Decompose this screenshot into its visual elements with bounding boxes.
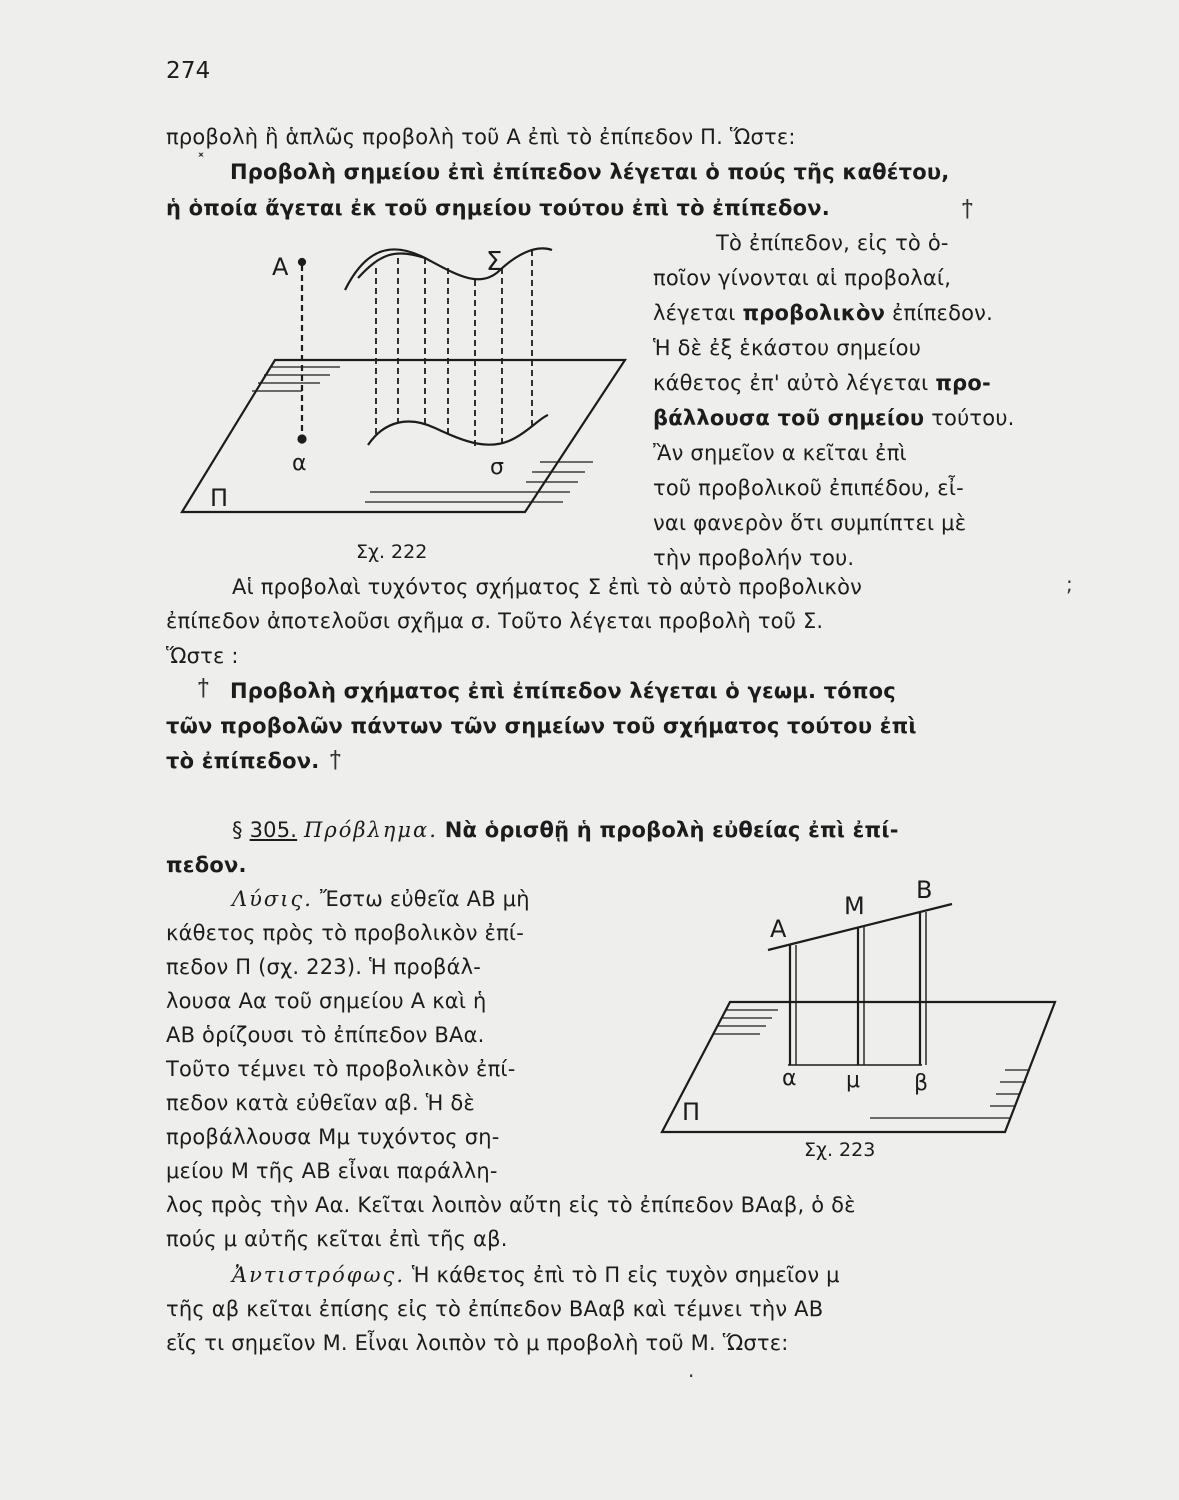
- definition-line: τῶν προβολῶν πάντων τῶν σημείων τοῦ σχήματος τούτου ἐπὶ: [166, 714, 917, 738]
- plane-outline: [182, 360, 625, 512]
- figure-223: [660, 870, 1070, 1170]
- label-P: Π: [682, 1098, 701, 1126]
- margin-mark: ;: [1066, 572, 1073, 596]
- margin-mark: ˟: [196, 150, 206, 174]
- label-a: α: [782, 1066, 797, 1091]
- text-line: Τοῦτο τέμνει τὸ προβολικὸν ἐπί-: [166, 1057, 516, 1081]
- text-line: κάθετος ἐπ' αὐτὸ λέγεται προ-: [653, 371, 991, 395]
- text-line: ἐπίπεδον ἀποτελοῦσι σχῆμα σ. Τοῦτο λέγεται προβολὴ τοῦ Σ.: [166, 609, 824, 633]
- label-A: Α: [272, 253, 289, 281]
- margin-mark: ϯ: [198, 674, 209, 698]
- definition-line: Προβολὴ σχήματος ἐπὶ ἐπίπεδον λέγεται ὁ γεωμ. τόπος: [230, 679, 896, 703]
- figure-caption: Σχ. 223: [804, 1139, 876, 1161]
- label-s: σ: [490, 455, 504, 480]
- page-number: 274: [166, 58, 211, 84]
- text-line: ναι φανερὸν ὅτι συμπίπτει μὲ: [653, 511, 967, 535]
- text-line: Λύσις. Ἔστω εὐθεῖα ΑΒ μὴ: [232, 887, 530, 911]
- label-b: β: [914, 1071, 929, 1096]
- definition-line: ἡ ὁποία ἄγεται ἐκ τοῦ σημείου τούτου ἐπὶ τὸ ἐπίπεδον.: [166, 196, 830, 220]
- text-line: λουσα Αα τοῦ σημείου Α καὶ ἡ: [166, 989, 487, 1013]
- section-heading: § 305. Πρόβλημα. Νὰ ὁρισθῇ ἡ προβολὴ εὐθείας ἐπὶ ἐπί-: [232, 818, 899, 842]
- section-heading-cont: πεδον.: [166, 853, 247, 877]
- text-line: Αἱ προβολαὶ τυχόντος σχήματος Σ ἐπὶ τὸ αὐτὸ προβολικὸν: [232, 575, 863, 599]
- figure-222: [180, 240, 640, 570]
- label-m: μ: [846, 1068, 860, 1093]
- label-M: Μ: [844, 892, 865, 920]
- label-B: Β: [916, 876, 933, 904]
- text-line: λος πρὸς τὴν Αα. Κεῖται λοιπὸν αὔτη εἰς τὸ ἐπίπεδον ΒΑαβ, ὁ δὲ: [166, 1193, 856, 1217]
- text-line: πεδον Π (σχ. 223). Ἡ προβάλ-: [166, 955, 482, 979]
- text-line: λέγεται προβολικὸν ἐπίπεδον.: [653, 301, 993, 325]
- text-line: βάλλουσα τοῦ σημείου τούτου.: [653, 406, 1015, 430]
- text-line: Ἀντιστρόφως. Ἡ κάθετος ἐπὶ τὸ Π εἰς τυχὸν σημεῖον μ: [232, 1263, 840, 1287]
- text-line: ποῖον γίνονται αἱ προβολαί,: [653, 266, 952, 290]
- text-line: Τὸ ἐπίπεδον, εἰς τὸ ὁ-: [716, 231, 949, 255]
- margin-mark: ϯ: [962, 195, 973, 219]
- point-a: [299, 436, 306, 443]
- text-line: Ὥστε :: [166, 644, 239, 668]
- definition-line: Προβολὴ σημείου ἐπὶ ἐπίπεδον λέγεται ὁ πούς τῆς καθέτου,: [230, 160, 950, 184]
- label-P: Π: [210, 484, 229, 512]
- point-A: [299, 259, 305, 265]
- text-line: Ἂν σημεῖον α κεῖται ἐπὶ: [653, 441, 907, 465]
- text-line: τῆς αβ κεῖται ἐπίσης εἰς τὸ ἐπίπεδον ΒΑαβ καὶ τέμνει τὴν ΑΒ: [166, 1297, 824, 1321]
- text-line: προβολὴ ἢ ἁπλῶς προβολὴ τοῦ Α ἐπὶ τὸ ἐπίπεδον Π. Ὥστε:: [166, 125, 796, 149]
- text-line: τοῦ προβολικοῦ ἐπιπέδου, εἶ-: [653, 476, 964, 500]
- label-S: Σ: [486, 247, 503, 277]
- margin-mark: ϯ: [330, 746, 341, 770]
- figure-caption: Σχ. 222: [356, 541, 428, 563]
- text-line: μείου Μ τῆς ΑΒ εἶναι παράλλη-: [166, 1159, 498, 1183]
- definition-line: τὸ ἐπίπεδον.: [166, 749, 320, 773]
- text-line: τὴν προβολήν του.: [653, 546, 855, 570]
- text-line: πεδον κατὰ εὐθεῖαν αβ. Ἡ δὲ: [166, 1091, 475, 1115]
- label-A: Α: [770, 915, 787, 943]
- curve-s: [368, 415, 548, 445]
- text-line: προβάλλουσα Μμ τυχόντος ση-: [166, 1125, 500, 1149]
- label-a: α: [292, 451, 307, 476]
- text-line: Ἡ δὲ ἐξ ἑκάστου σημείου: [653, 336, 922, 360]
- stray-dot: ·: [688, 1364, 695, 1388]
- text-line: πούς μ αὐτῆς κεῖται ἐπὶ τῆς αβ.: [166, 1227, 508, 1251]
- text-line: ΑΒ ὁρίζουσι τὸ ἐπίπεδον ΒΑα.: [166, 1023, 485, 1047]
- text-line: κάθετος πρὸς τὸ προβολικὸν ἐπί-: [166, 921, 525, 945]
- text-line: εἴς τι σημεῖον Μ. Εἶναι λοιπὸν τὸ μ προβολὴ τοῦ Μ. Ὥστε:: [166, 1331, 789, 1355]
